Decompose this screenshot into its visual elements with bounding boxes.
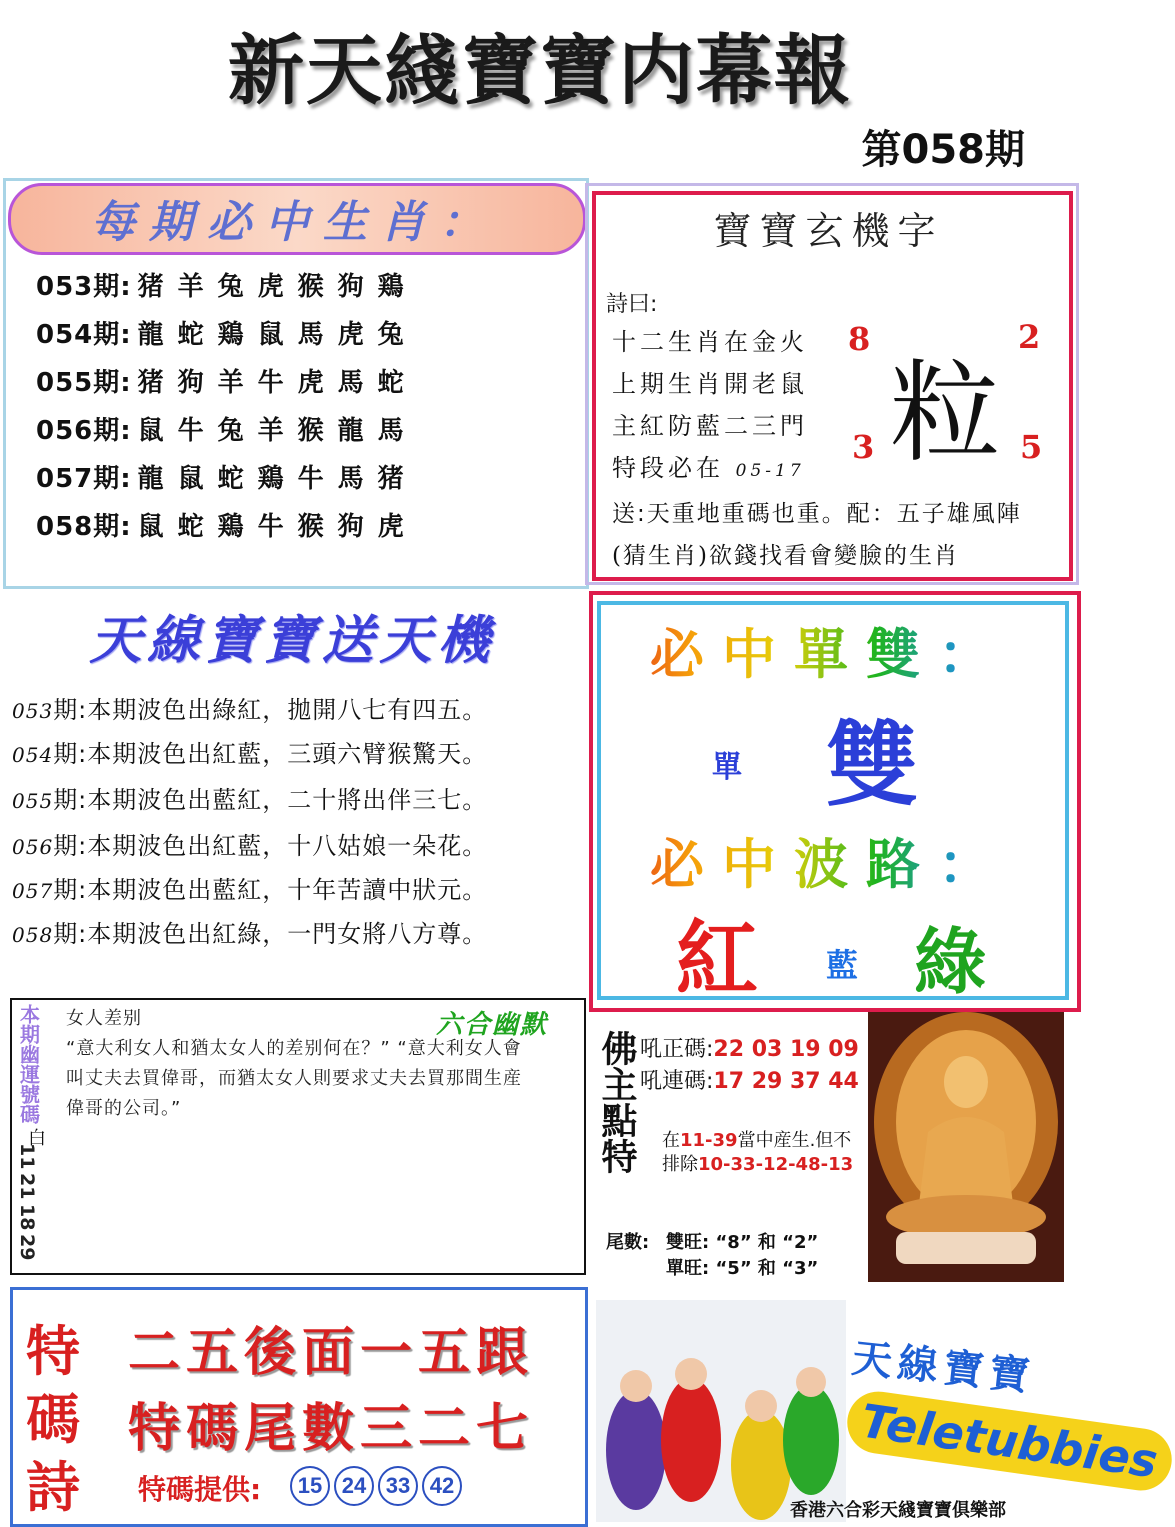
corner-number: 3: [852, 428, 875, 466]
zodiac-heading: 每期必中生肖：: [91, 197, 497, 248]
lucky-number-label: 本期幽運號碼: [16, 1004, 41, 1124]
even-label: 雙: [826, 712, 919, 819]
main-numbers: 吼正碼:22 03 19 09: [640, 1037, 859, 1062]
brand-logo: Teletubbies: [843, 1388, 1175, 1495]
corner-number: 2: [1018, 318, 1041, 356]
wave-row: 057期:本期波色出藍紅，十年苦讀中狀元。: [12, 876, 488, 904]
poem-line: 上期生肖開老鼠: [612, 370, 808, 398]
tail-odd: 單旺: “5” 和 “3”: [666, 1258, 819, 1279]
zodiac-row: 054期: 龍蛇鶏鼠馬虎兔: [36, 320, 418, 350]
number-ball: 24: [334, 1466, 374, 1506]
wave-route-heading: 必中波路：: [600, 822, 1060, 899]
wave-heading: 天線寶寶送天機: [89, 611, 496, 671]
poem-label: 詩曰:: [606, 292, 658, 317]
green-wave: 綠: [914, 920, 987, 1004]
zodiac-row: 055期: 猪狗羊牛虎馬蛇: [36, 368, 418, 398]
secret-char-heading: 寶寶玄機字: [713, 209, 944, 253]
blue-wave: 藍: [826, 946, 859, 984]
special-poem-side: 特 碼 詩: [26, 1320, 80, 1519]
poem-line: 特段必在 05-17: [612, 454, 805, 482]
lucky-numbers: 11 21 18 29: [16, 1143, 38, 1261]
wave-row: 056期:本期波色出紅藍，十八姑娘一朵花。: [12, 832, 488, 860]
poem-line: 主紅防藍二三門: [612, 412, 808, 440]
joke-body: “意大利女人和猶太女人的差别何在？” “意大利女人會叫丈夫去買偉哥，而猶太女人則要求丈夫去買那間生産偉哥的公司。”: [66, 1038, 522, 1119]
club-name: 香港六合彩天綫寶寶俱樂部: [790, 1500, 1006, 1521]
wave-row: 054期:本期波色出紅藍，三頭六臂猴驚天。: [12, 740, 488, 768]
tail-label: 尾數:: [606, 1232, 650, 1253]
send-line: 送:天重地重碼也重。配：五子雄風陣: [612, 501, 1022, 527]
special-poem-line: 特碼尾數三二七: [128, 1399, 535, 1459]
number-ball: 33: [378, 1466, 418, 1506]
zodiac-row: 058期: 鼠蛇鶏牛猴狗虎: [36, 512, 418, 542]
wave-row: 053期:本期波色出綠紅，拋開八七有四五。: [12, 696, 488, 724]
odd-even-heading: 必中單雙：: [600, 612, 1060, 689]
special-balls: [290, 1466, 466, 1506]
tail-even: 雙旺: “8” 和 “2”: [666, 1232, 819, 1253]
buddha-side-label: 佛主點特: [596, 1030, 637, 1174]
exclude-line: 排除10-33-12-48-13: [662, 1154, 854, 1175]
page-title: 新天綫寶寶内幕報: [228, 26, 852, 115]
number-ball: 42: [422, 1466, 462, 1506]
wave-row: 058期:本期波色出紅綠，一門女將八方尊。: [12, 920, 488, 948]
poem-range: 05-17: [735, 461, 805, 481]
wave-row: 055期:本期波色出藍紅，二十將出伴三七。: [12, 786, 488, 814]
special-poem-line: 二五後面一五跟: [128, 1323, 535, 1383]
teletubbies-image: [596, 1300, 846, 1522]
humor-badge: 六合幽默: [436, 1010, 549, 1040]
range-line: 在11-39當中産生.但不: [662, 1130, 852, 1151]
number-ball: 15: [290, 1466, 330, 1506]
poem-line: 十二生肖在金火: [612, 328, 808, 356]
odd-label: 單: [712, 750, 742, 785]
special-provide-label: 特碼提供:: [138, 1473, 262, 1506]
buddha-image: [868, 1012, 1064, 1282]
secret-character: 粒: [890, 349, 1000, 477]
hint-line: (猜生肖)欲錢找看會變臉的生肖: [612, 543, 959, 569]
corner-number: 8: [848, 320, 871, 358]
zodiac-row: 056期: 鼠牛兔羊猴龍馬: [36, 416, 418, 446]
zodiac-row: 057期: 龍鼠蛇鶏牛馬猪: [36, 464, 418, 494]
joke-title: 女人差别: [66, 1008, 142, 1029]
zodiac-row: 053期: 猪羊兔虎猴狗鶏: [36, 272, 418, 302]
corner-number: 5: [1020, 428, 1043, 466]
brand-cn: 天線寶寶: [849, 1335, 1038, 1401]
lucky-white-label: 白: [28, 1128, 46, 1149]
link-numbers: 吼連碼:17 29 37 44: [640, 1069, 859, 1094]
issue-number: 第058期: [861, 127, 1025, 173]
red-wave: 紅: [676, 912, 759, 1007]
